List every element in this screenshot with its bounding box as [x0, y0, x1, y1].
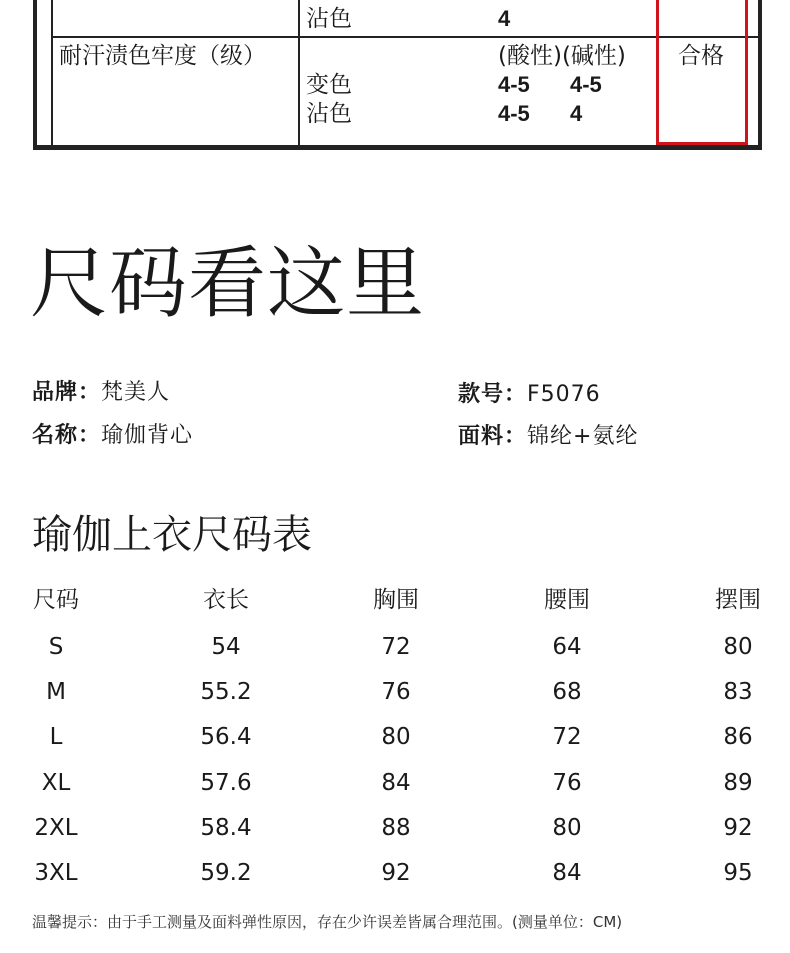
- size-chart-title: 瑜伽上衣尺码表: [32, 512, 312, 558]
- header-hem: 摆围: [715, 587, 761, 613]
- cell-waist: 64: [552, 634, 582, 660]
- staining-label: 沾色: [306, 101, 352, 127]
- brand-value: 梵美人: [101, 380, 171, 405]
- cell-size: 2XL: [34, 814, 78, 841]
- cell-chest: 84: [381, 769, 411, 796]
- fabric-info: [458, 424, 638, 450]
- header-size: 尺码: [33, 587, 79, 613]
- row-divider: [51, 36, 758, 38]
- acid-alkali-header: (酸性)(碱性): [498, 43, 626, 69]
- cell-hem: 80: [723, 634, 753, 660]
- cell-hem: 86: [723, 724, 753, 751]
- name-info: [32, 423, 193, 449]
- color-fastness-table: [33, 0, 762, 150]
- cell-chest: 88: [381, 814, 411, 841]
- cell-size: S: [48, 634, 64, 660]
- cell-chest: 72: [381, 634, 411, 660]
- cell-length: 57.6: [200, 769, 252, 796]
- brand-label: 品牌：: [32, 380, 102, 405]
- cell-length: 59.2: [200, 860, 252, 886]
- cell-chest: 92: [381, 860, 411, 886]
- header-length: 衣长: [203, 587, 249, 613]
- cell-chest: 76: [381, 679, 411, 706]
- cell-size: XL: [41, 769, 71, 796]
- fabric-value: 锦纶+氨纶: [527, 424, 639, 449]
- cell-length: 58.4: [200, 814, 252, 841]
- staining-alkali: 4: [570, 101, 583, 126]
- result-qualified: 合格: [678, 43, 724, 69]
- cell-size: M: [46, 679, 66, 706]
- sweat-fastness-label: 耐汗渍色牢度（级）: [59, 43, 266, 69]
- cell-chest: 80: [381, 724, 411, 751]
- cell-length: 56.4: [200, 724, 252, 751]
- column-divider: [298, 0, 300, 145]
- cell-waist: 80: [552, 814, 582, 841]
- name-label: 名称：: [32, 423, 102, 448]
- row1-shade-label: 沾色: [306, 6, 352, 32]
- header-chest: 胸围: [373, 587, 419, 613]
- fabric-label: 面料：: [458, 424, 528, 449]
- cell-waist: 76: [552, 769, 582, 796]
- cell-size: L: [49, 724, 63, 751]
- brand-info: [32, 380, 170, 406]
- cell-hem: 95: [723, 860, 753, 886]
- name-value: 瑜伽背心: [101, 423, 194, 448]
- row1-shade-value: 4: [498, 6, 511, 31]
- cell-waist: 72: [552, 724, 582, 751]
- color-change-acid: 4-5: [498, 72, 530, 97]
- color-change-label: 变色: [306, 72, 352, 98]
- staining-acid: 4-5: [498, 101, 530, 126]
- result-highlight-box: [656, 0, 748, 145]
- header-waist: 腰围: [544, 587, 590, 613]
- cell-length: 55.2: [200, 679, 252, 706]
- cell-hem: 89: [723, 769, 753, 796]
- column-divider: [51, 0, 53, 145]
- model-label: 款号：: [458, 382, 528, 407]
- cell-hem: 83: [723, 679, 753, 706]
- cell-hem: 92: [723, 814, 753, 841]
- page-title: 尺码看这里: [30, 239, 426, 329]
- cell-length: 54: [211, 634, 241, 660]
- color-change-alkali: 4-5: [570, 72, 602, 97]
- cell-size: 3XL: [34, 860, 78, 886]
- measurement-note: 温馨提示：由于手工测量及面料弹性原因，存在少许误差皆属合理范围。(测量单位：CM): [32, 913, 623, 931]
- cell-waist: 84: [552, 860, 582, 886]
- model-info: [458, 382, 601, 408]
- model-value: F5076: [527, 382, 601, 407]
- cell-waist: 68: [552, 679, 582, 706]
